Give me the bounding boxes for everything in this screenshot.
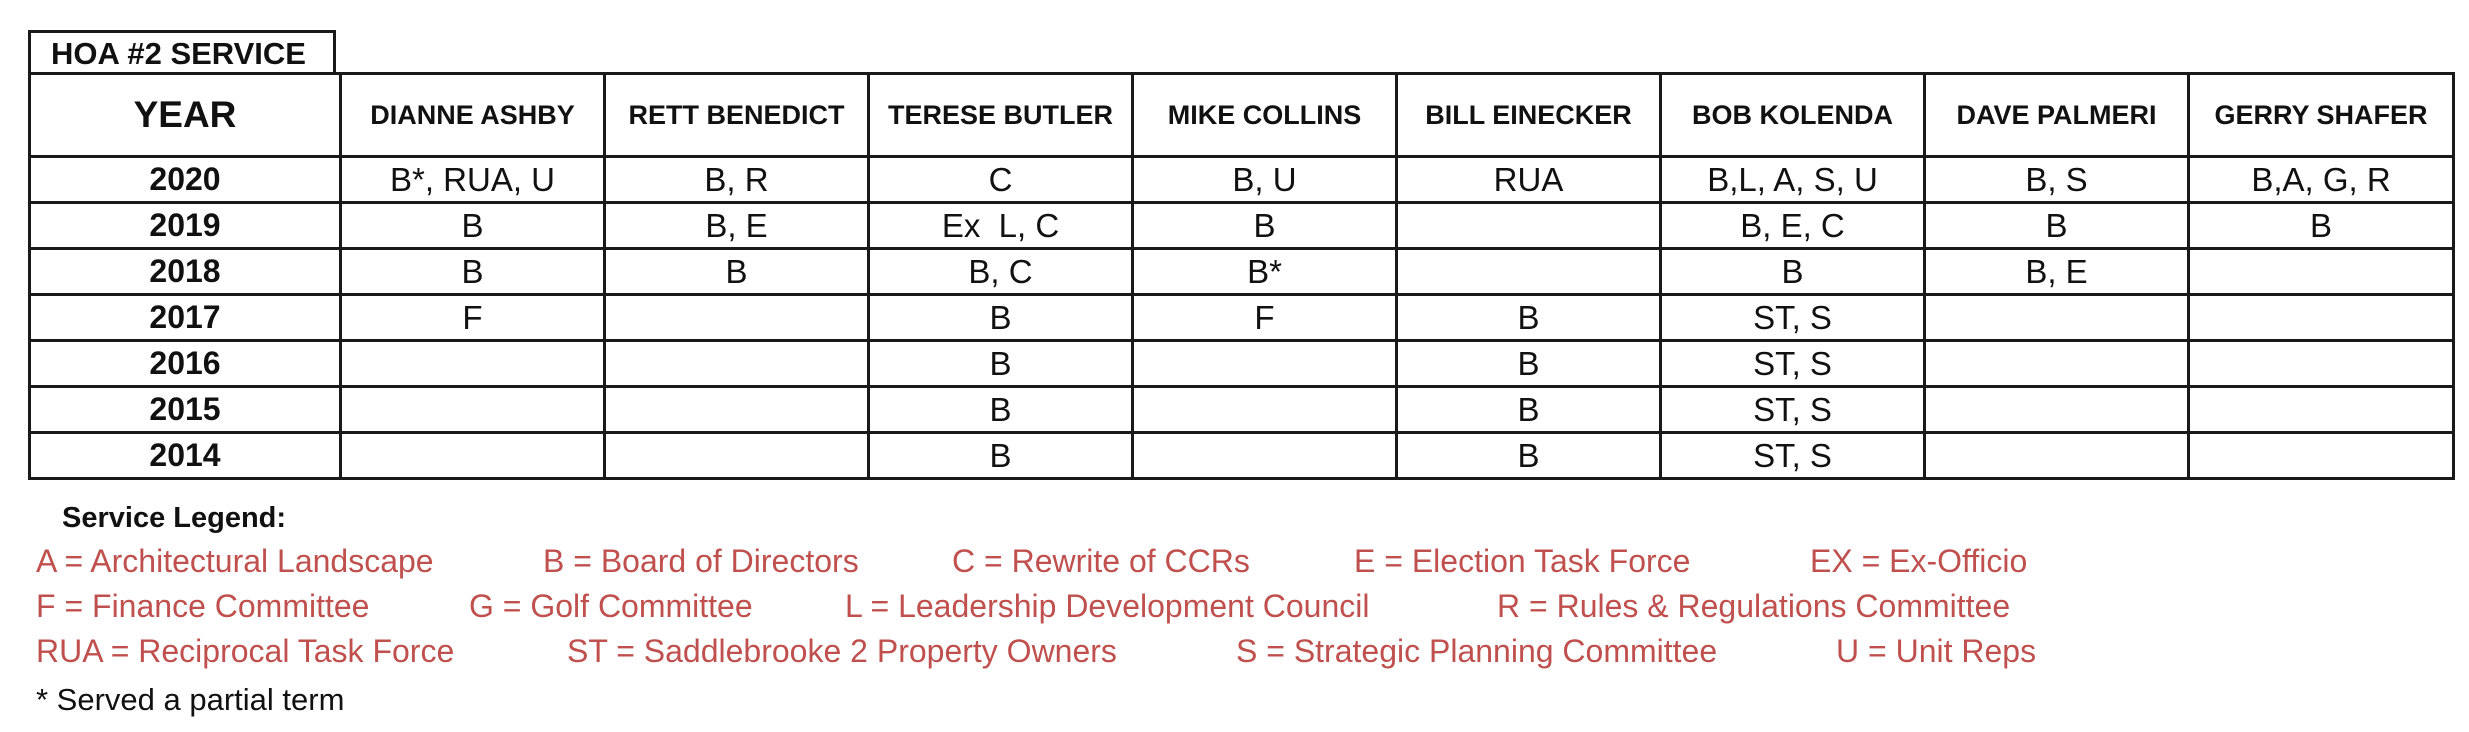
legend-item: EX = Ex-Officio: [1810, 543, 2028, 579]
legend-item: R = Rules & Regulations Committee: [1497, 588, 2011, 624]
table-cell: B: [1925, 203, 2189, 249]
column-header: RETT BENEDICT: [605, 74, 869, 157]
table-cell: B, U: [1133, 157, 1397, 203]
table-cell: B,L, A, S, U: [1661, 157, 1925, 203]
year-cell: 2016: [30, 341, 341, 387]
table-cell: B: [869, 433, 1133, 479]
table-row: [30, 341, 2454, 387]
table-cell: B*: [1133, 249, 1397, 295]
table-cell: [1925, 341, 2189, 387]
table-cell: [341, 433, 605, 479]
document-title: HOA #2 SERVICE: [28, 30, 336, 74]
legend-item: ST = Saddlebrooke 2 Property Owners: [567, 633, 1117, 669]
table-cell: B, S: [1925, 157, 2189, 203]
table-cell: ST, S: [1661, 295, 1925, 341]
column-header: BILL EINECKER: [1397, 74, 1661, 157]
table-cell: B: [869, 341, 1133, 387]
table-cell: [1397, 203, 1661, 249]
column-header: DAVE PALMERI: [1925, 74, 2189, 157]
column-header: DIANNE ASHBY: [341, 74, 605, 157]
column-header: GERRY SHAFER: [2189, 74, 2454, 157]
table-row: [30, 203, 2454, 249]
table-row: [30, 295, 2454, 341]
year-cell: 2018: [30, 249, 341, 295]
table-cell: [605, 341, 869, 387]
table-row: [30, 433, 2454, 479]
table-cell: B: [1397, 387, 1661, 433]
table-cell: [605, 433, 869, 479]
table-cell: [2189, 295, 2454, 341]
legend-item: C = Rewrite of CCRs: [952, 543, 1250, 579]
year-cell: 2020: [30, 157, 341, 203]
table-cell: [1133, 387, 1397, 433]
table-cell: B,A, G, R: [2189, 157, 2454, 203]
table-cell: B: [869, 387, 1133, 433]
legend-title: Service Legend:: [62, 502, 287, 534]
table-cell: F: [341, 295, 605, 341]
year-column-header: YEAR: [30, 74, 341, 157]
table-cell: B, E, C: [1661, 203, 1925, 249]
legend-item: A = Architectural Landscape: [36, 543, 434, 579]
table-cell: [2189, 387, 2454, 433]
table-cell: B: [1397, 341, 1661, 387]
legend-item: G = Golf Committee: [469, 588, 753, 624]
footnote: * Served a partial term: [36, 682, 345, 717]
table-cell: RUA: [1397, 157, 1661, 203]
table-cell: B: [2189, 203, 2454, 249]
table-cell: B*, RUA, U: [341, 157, 605, 203]
table-cell: [341, 387, 605, 433]
legend-item: E = Election Task Force: [1354, 543, 1691, 579]
table-cell: [2189, 341, 2454, 387]
table-cell: [1133, 341, 1397, 387]
table-cell: C: [869, 157, 1133, 203]
legend-item: S = Strategic Planning Committee: [1236, 633, 1718, 669]
table-cell: B: [1133, 203, 1397, 249]
year-cell: 2014: [30, 433, 341, 479]
legend-item: F = Finance Committee: [36, 588, 370, 624]
table-cell: [605, 295, 869, 341]
legend-item: RUA = Reciprocal Task Force: [36, 633, 455, 669]
table-cell: [1925, 433, 2189, 479]
table-cell: B: [869, 295, 1133, 341]
table-cell: B: [1661, 249, 1925, 295]
table-cell: [2189, 249, 2454, 295]
column-header: BOB KOLENDA: [1661, 74, 1925, 157]
table-cell: [1925, 387, 2189, 433]
service-table: [28, 72, 2455, 480]
table-cell: [2189, 433, 2454, 479]
table-cell: F: [1133, 295, 1397, 341]
table-row: [30, 387, 2454, 433]
legend-item: B = Board of Directors: [543, 543, 859, 579]
legend-item: U = Unit Reps: [1836, 633, 2037, 669]
table-cell: B: [1397, 433, 1661, 479]
table-cell: B, R: [605, 157, 869, 203]
table-cell: B, C: [869, 249, 1133, 295]
table-cell: [1133, 433, 1397, 479]
year-cell: 2015: [30, 387, 341, 433]
table-row: [30, 157, 2454, 203]
table-row: [30, 249, 2454, 295]
column-header: MIKE COLLINS: [1133, 74, 1397, 157]
table-cell: ST, S: [1661, 433, 1925, 479]
table-cell: Ex L, C: [869, 203, 1133, 249]
table-cell: [1925, 295, 2189, 341]
year-cell: 2019: [30, 203, 341, 249]
table-cell: [341, 341, 605, 387]
table-header-row: [30, 74, 2454, 157]
table-cell: B: [1397, 295, 1661, 341]
table-cell: B: [605, 249, 869, 295]
table-cell: B: [341, 203, 605, 249]
table-cell: [605, 387, 869, 433]
year-cell: 2017: [30, 295, 341, 341]
legend-item: L = Leadership Development Council: [845, 588, 1370, 624]
table-cell: [1397, 249, 1661, 295]
table-cell: B, E: [1925, 249, 2189, 295]
table-cell: B: [341, 249, 605, 295]
table-cell: ST, S: [1661, 387, 1925, 433]
table-cell: B, E: [605, 203, 869, 249]
column-header: TERESE BUTLER: [869, 74, 1133, 157]
table-cell: ST, S: [1661, 341, 1925, 387]
